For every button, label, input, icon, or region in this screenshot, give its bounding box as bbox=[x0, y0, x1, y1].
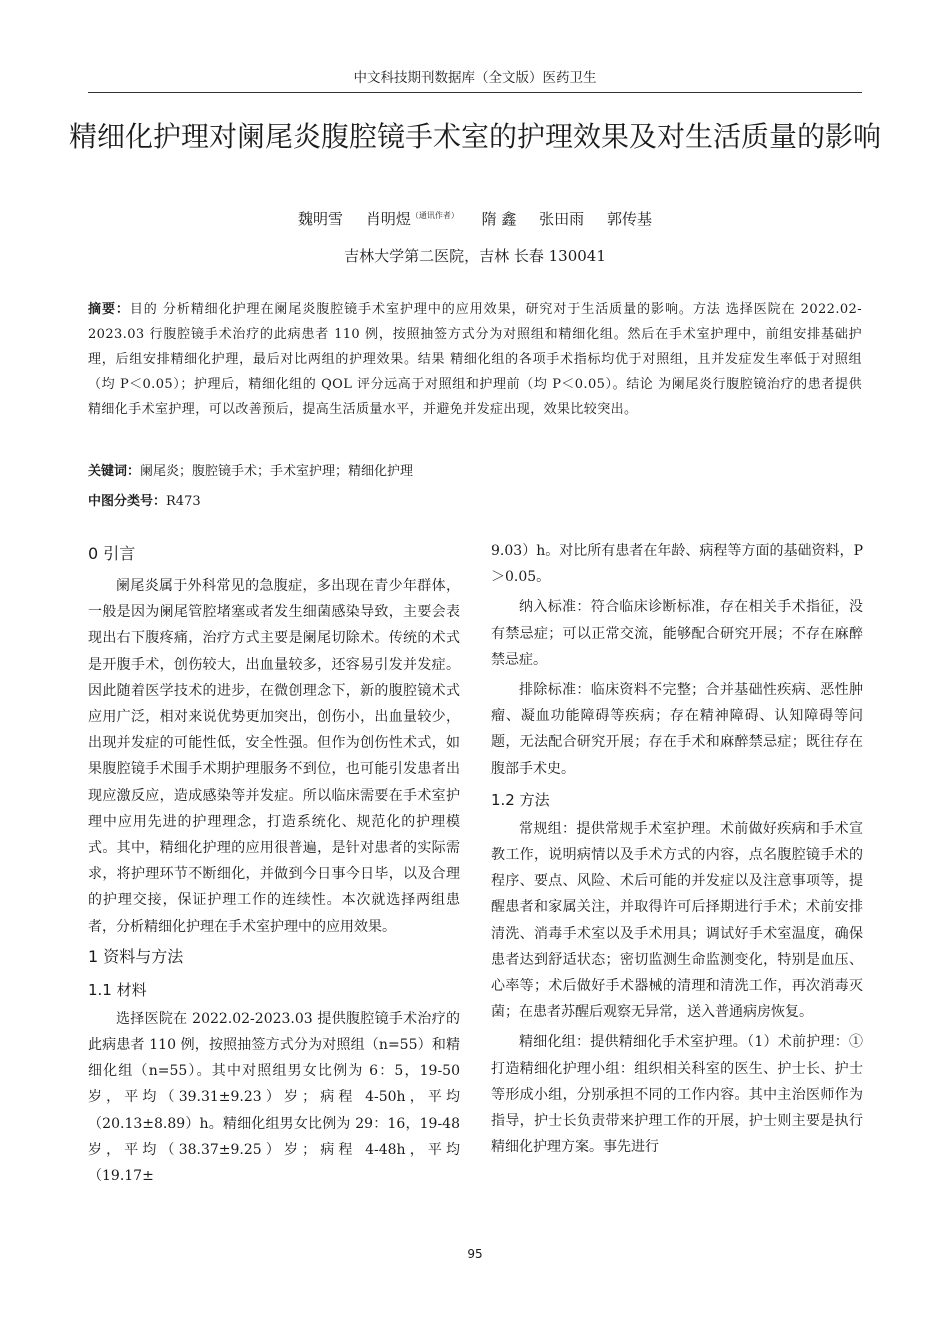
author-name: 郭传基 bbox=[606, 210, 652, 228]
page-number: 95 bbox=[467, 1247, 483, 1261]
corresponding-author-note: （通讯作者） bbox=[410, 211, 459, 220]
running-head: 中文科技期刊数据库（全文版）医药卫生 bbox=[88, 66, 862, 93]
exclusion-criteria: 排除标准：临床资料不完整；合并基础性疾病、恶性肿瘤、凝血功能障碍等疾病；存在精神障碍、认知障碍等问题，无法配合研究开展；存在手术和麻醉禁忌症；既往存在腹部手术史。 bbox=[491, 682, 863, 777]
keywords-text: 阑尾炎；腹腔镜手术；手术室护理；精细化护理 bbox=[140, 464, 414, 479]
subsection-heading-materials: 1.1 材料 bbox=[88, 980, 147, 999]
refined-care-paragraph: 精细化组：提供精细化手术室护理。（1）术前护理：①打造精细化护理小组：组织相关科室的医生、护士长、护士等形成小组，分别承担不同的工作内容。其中主治医师作为指导，护士长负责带来护理工作的开展，护士则主要是执行精细化护理方案。事先进行 bbox=[491, 1034, 863, 1156]
keywords bbox=[88, 462, 862, 482]
section-heading-intro: 0 引言 bbox=[88, 544, 136, 563]
classification-number bbox=[88, 492, 862, 512]
classification-label: 中图分类号： bbox=[88, 494, 167, 509]
author-name: 张田雨 bbox=[539, 210, 585, 228]
classification-value: R473 bbox=[166, 494, 201, 509]
materials-continued: 9.03）h。对比所有患者在年龄、病程等方面的基础资料，P＞0.05。 bbox=[491, 543, 863, 586]
abstract-label: 摘要： bbox=[88, 302, 130, 317]
right-column bbox=[491, 538, 863, 1164]
keywords-label: 关键词： bbox=[88, 464, 141, 479]
subsection-heading-method: 1.2 方法 bbox=[491, 790, 550, 809]
author-name: 隋 鑫 bbox=[481, 210, 517, 228]
abstract bbox=[88, 297, 862, 422]
inclusion-criteria: 纳入标准：符合临床诊断标准，存在相关手术指征，没有禁忌症；可以正常交流，能够配合研究开展；不存在麻醉禁忌症。 bbox=[491, 599, 863, 668]
routine-care-paragraph: 常规组：提供常规手术室护理。术前做好疾病和手术宣教工作，说明病情以及手术方式的内容，点名腹腔镜手术的程序、要点、风险、术后可能的并发症以及注意事项等，提醒患者和家属关注，并取得许可后择期进行手术；术前安排清洗、消毒手术室以及手术用具；调试好手术室温度，确保患者达到舒适状态；密切监测生命监测变化，特别是血压、心率等；术后做好手术器械的清理和清洗工作，再次消毒灭菌；在患者苏醒后观察无异常，送入普通病房恢复。 bbox=[491, 820, 863, 1021]
paper-title: 精细化护理对阑尾炎腹腔镜手术室的护理效果及对生活质量的影响 bbox=[68, 120, 881, 153]
author-list bbox=[0, 208, 950, 229]
author-name: 肖明煜 bbox=[365, 210, 411, 228]
affiliation: 吉林大学第二医院，吉林 长春 130041 bbox=[344, 247, 606, 265]
intro-paragraph: 阑尾炎属于外科常见的急腹症，多出现在青少年群体，一般是因为阑尾管腔堵塞或者发生细菌感染导致，主要会表现出右下腹疼痛，治疗方式主要是阑尾切除术。传统的术式是开腹手术，创伤较大，出血量较多，还容易引发并发症。因此随着医学技术的进步，在微创理念下，新的腹腔镜术式应用广泛，相对来说优势更加突出，创伤小，出血量较少，出现并发症的可能性低，安全性强。但作为创伤性术式，如果腹腔镜手术围手术期护理服务不到位，也可能引发患者出现应激反应，造成感染等并发症。所以临床需要在手术室护理中应用先进的护理理念，打造系统化、规范化的护理模式。其中，精细化护理的应用很普遍，是针对患者的实际需求，将护理环节不断细化，并做到今日事今日毕，以及合理的护理交接，保证护理工作的连续性。本次就选择两组患者，分析精细化护理在手术室护理中的应用效果。 bbox=[88, 578, 460, 935]
abstract-text: 目的 分析精细化护理在阑尾炎腹腔镜手术室护理中的应用效果，研究对于生活质量的影响。方法 选择医院在 2022.02-2023.03 行腹腔镜手术治疗的此病患者 110 例，按照抽签方式分为对照组和精细化组。然后在手术室护理中，前组安排基础护理，后组安排精细化护理，最后对比两组的护理效果。结果 精细化组的各项手术指标均优于对照组，且并发症发生率低于对照组（均 P＜0.05）；护理后，精细化组的 QOL 评分远高于对照组和护理前（均 P＜0.05）。结论 为阑尾炎行腹腔镜治疗的患者提供精细化手术室护理，可以改善预后，提高生活质量水平，并避免并发症出现，效果比较突出。 bbox=[88, 302, 863, 417]
author-name: 魏明雪 bbox=[298, 210, 344, 228]
section-heading-methods: 1 资料与方法 bbox=[88, 946, 184, 966]
left-column bbox=[88, 538, 460, 1193]
materials-paragraph: 选择医院在 2022.02-2023.03 提供腹腔镜手术治疗的此病患者 110 例，按照抽签方式分为对照组（n=55）和精细化组（n=55）。其中对照组男女比例为 6：5，19-50 岁，平均（39.31±9.23）岁；病程 4-50h，平均（20.13±8.89）h。精细化组男女比例为 29：16，19-48 岁，平均（38.37±9.25）岁；病程 4-48h，平均（19.17± bbox=[88, 1010, 460, 1185]
